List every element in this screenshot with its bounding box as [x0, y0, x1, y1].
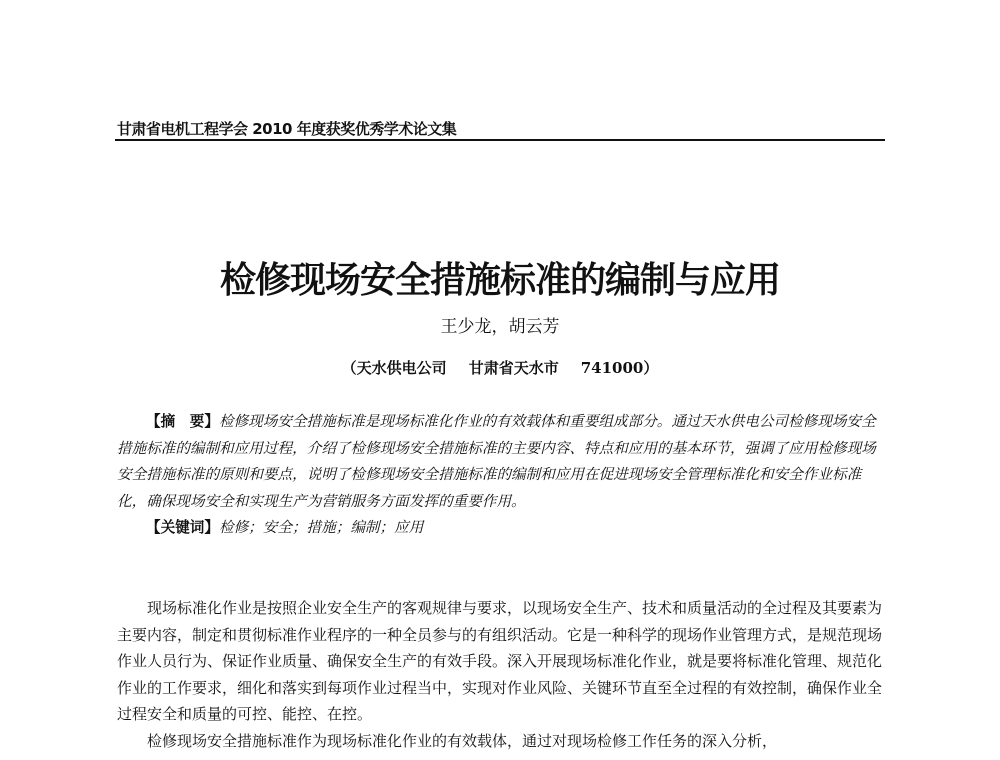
body-paragraph: 现场标准化作业是按照企业安全生产的客观规律与要求，以现场安全生产、技术和质量活动的全过程及其要素为主要内容，制定和贯彻标准作业程序的一种全员参与的有组织活动。它是一种科学的现场作业管理方式，是规范现场作业人员行为、保证作业质量、确保安全生产的有效手段。深入开展现场标准化作业，就是要将标准化管理、规范化作业的工作要求，细化和落实到每项作业过程当中，实现对作业风险、关键环节直至全过程的有效控制，确保作业全过程安全和质量的可控、能控、在控。 — [117, 599, 883, 723]
affiliation-open-paren: （ — [341, 359, 357, 377]
keywords-text: 检修；安全；措施；编制；应用 — [218, 519, 424, 536]
paper-title: 检修现场安全措施标准的编制与应用 — [219, 259, 780, 302]
authors: 王少龙，胡云芳 — [440, 317, 560, 337]
abstract-label: 【摘 要】 — [146, 413, 219, 430]
affiliation-location: 甘肃省天水市 — [468, 359, 559, 377]
body-paragraph: 检修现场安全措施标准作为现场标准化作业的有效载体，通过对现场检修工作任务的深入分析， — [147, 731, 778, 750]
abstract-block — [117, 409, 887, 542]
header-rule — [115, 139, 885, 141]
body-text — [117, 595, 887, 754]
running-header: 甘肃省电机工程学会 2010 年度获奖优秀学术论文集 — [117, 120, 457, 138]
affiliation — [0, 357, 1000, 378]
affiliation-company: 天水供电公司 — [356, 359, 447, 377]
abstract — [117, 409, 887, 515]
keywords — [117, 515, 887, 542]
keywords-label: 【关键词】 — [146, 519, 219, 536]
abstract-text: 检修现场安全措施标准是现场标准化作业的有效载体和重要组成部分。通过天水供电公司检修现场安全措施标准的编制和应用过程，介绍了检修现场安全措施标准的主要内容、特点和应用的基本环节，强调了应用检修现场安全措施标准的原则和要点，说明了检修现场安全措施标准的编制和应用在促进现场安全管理标准化和安全作业标准化，确保现场安全和实现生产为营销服务方面发挥的重要作用。 — [117, 413, 876, 510]
affiliation-postcode: 741000 — [580, 359, 644, 377]
affiliation-close-paren: ） — [643, 359, 659, 377]
